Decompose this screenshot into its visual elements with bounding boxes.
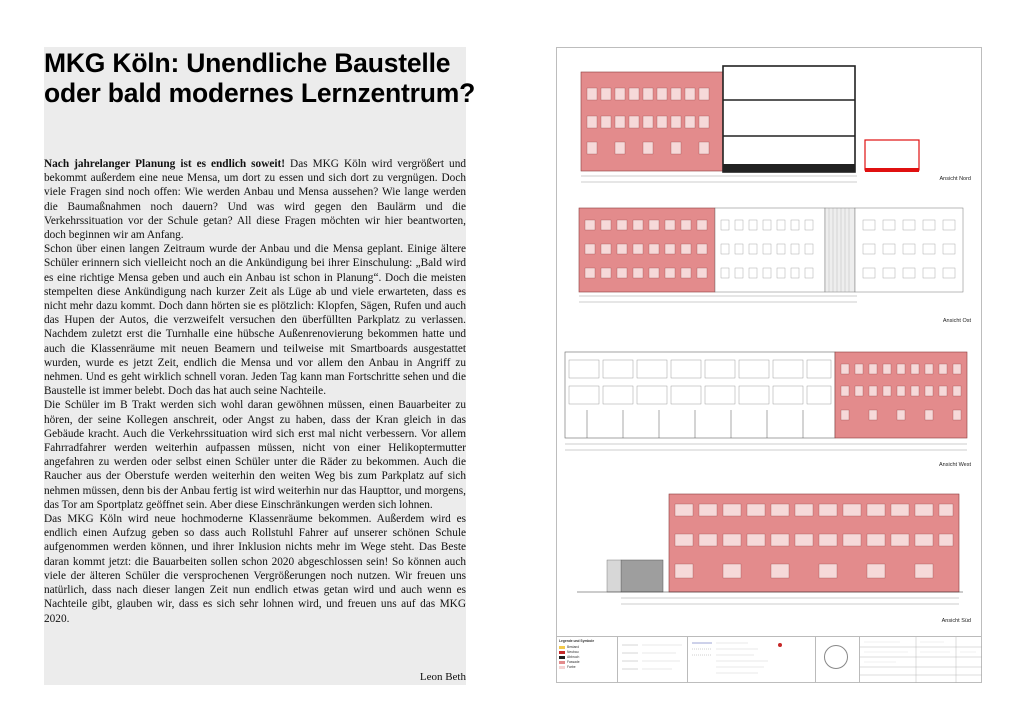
elevation-north-drawing [557, 58, 983, 188]
legend-item: Abbruch [559, 655, 579, 659]
legend-swatch [559, 661, 565, 664]
legend-column [617, 637, 688, 683]
elevation-east-drawing [557, 198, 983, 338]
elevation-north [557, 58, 983, 188]
elevation-south [557, 480, 983, 630]
legend-item: Bestand [559, 645, 579, 649]
article-paragraph-1 [44, 157, 466, 242]
legend-swatch [559, 651, 565, 654]
elevation-west-drawing [557, 344, 983, 476]
title-block [859, 637, 982, 683]
article-body [44, 157, 466, 626]
north-arrow-stamp [824, 645, 848, 669]
north-stamp-box [815, 637, 860, 683]
plan-legend [557, 636, 981, 683]
elevation-west [557, 344, 983, 476]
article-lead: Nach jahrelanger Planung ist es endlich soweit! [44, 158, 286, 170]
legend-column-lines [688, 637, 788, 683]
architectural-plan-sheet [556, 47, 982, 683]
legend-item: Fassade [559, 660, 580, 664]
legend-swatch [559, 666, 565, 669]
legend-column-lines [618, 637, 688, 683]
legend-swatch [559, 656, 565, 659]
legend-column [687, 637, 788, 683]
title-block-grid [860, 637, 982, 683]
article-author: Leon Beth [419, 671, 466, 683]
elevation-west-label: Ansicht West [939, 462, 971, 468]
paragraph-1-text: Das MKG Köln wird vergrößert und bekommt außerdem eine neue Mensa, um dort zu essen und sich dort zu vergnügen. Doch viele Fragen sind noch offen: Wie werden Anbau und Mensa aussehen? Wie lange werden die Baumaßnahmen noch dauern? Und was wird gegen den Baulärm und die Verkehrssituation vor der Schule getan? All diese Fragen möchten wir hier beantworten, doch beginnen wir am Anfang. [44, 158, 466, 242]
legend-item: Neubau [559, 650, 579, 654]
article-paragraph-2: Schon über einen langen Zeitraum wurde der Anbau und die Mensa geplant. Einige ältere Schüler erinnern sich vielleicht noch an die Ankündigung bei ihrer Einschulung: „Bald wird es eine richtige Mensa geben und auch ein Anbau ist schon in Planung“. Doch die meisten stempelten diese Ankündigung nach kurzer Zeit als Lüge ab und viele erwarteten, dass es nicht mehr dazu kommt. Doch dann hörten sie es plötzlich: Klopfen, Sägen, Rufen und auch das Hupen der Autos, die verzweifelt versuchen den überfüllten Parkplatz zu verlassen. Nachdem zuletzt erst die Turnhalle eine hübsche Außenrenovierung bekommen hatte und auch die Klassenräume mit neuen Beamern und teilweise mit Smartboards ausgestattet wurden, wurde es jetzt Zeit, endlich die Mensa und vor allem den Anbau in Angriff zu nehmen. Und es geht wirklich schnell voran. Jeden Tag kann man Fortschritte sehen und die Baustelle ist immer belebt. Doch das hat auch seine Nachteile. [44, 243, 466, 398]
elevation-east-label: Ansicht Ost [942, 318, 971, 324]
legend-item: Farbe [559, 665, 576, 669]
legend-title: Legende und Symbole [559, 639, 595, 643]
elevation-north-label: Ansicht Nord [939, 176, 971, 182]
article-paragraph-4: Das MKG Köln wird neue hochmoderne Klassenräume bekommen. Außerdem wird es endlich einen Aufzug geben so dass auch Rollstuhl Fahrer auf unserer schönen Schule aufgenommen werden können, und ihrer Inklusion nichts mehr im Wege steht. Das Beste daran kommt jetzt: die Bauarbeiten sollen schon 2020 abgeschlossen sein! So können auch viele der älteren Schüler die versprochenen Vergrößerungen noch nutzen. Wir freuen uns natürlich, dass nach dieser langen Zeit nun endlich etwas getan wird und auch wenn es Nachteile gibt, glauben wir, dass es sich sehr lohnen wird, und freuen uns auf das MKG 2020. [44, 513, 466, 625]
legend-swatch [559, 646, 565, 649]
elevation-south-label: Ansicht Süd [941, 618, 971, 624]
elevation-east [557, 198, 983, 338]
article-headline: MKG Köln: Unendliche Baustelle oder bald modernes Lernzentrum? [44, 48, 476, 108]
article-paragraph-3: Die Schüler im B Trakt werden sich wohl daran gewöhnen müssen, einen Bauarbeiter zu hören, der seine Kollegen anschreit, oder Angst zu haben, dass der Kran gleich in das Gebäude kracht. Auch die Verkehrssituation wird sich erst mal nicht verbessern. Vor allem Fahrradfahrer werden weiterhin aufpassen müssen, nicht von einer Helikoptermutter angefahren zu werden oder selbst einen Schüler unter die Räder zu bekommen. Auch die Raucher aus der Oberstufe werden weiterhin den weiten Weg bis zum Parkplatz auf sich nehmen müssen, denn bis der Anbau fertig ist wird weiterhin nur das Haupttor, und morgens, das Tor am Sportplatz geöffnet sein. Aber diese Einschränkungen werden sich lohnen. [44, 399, 466, 511]
elevation-south-drawing [557, 480, 983, 630]
